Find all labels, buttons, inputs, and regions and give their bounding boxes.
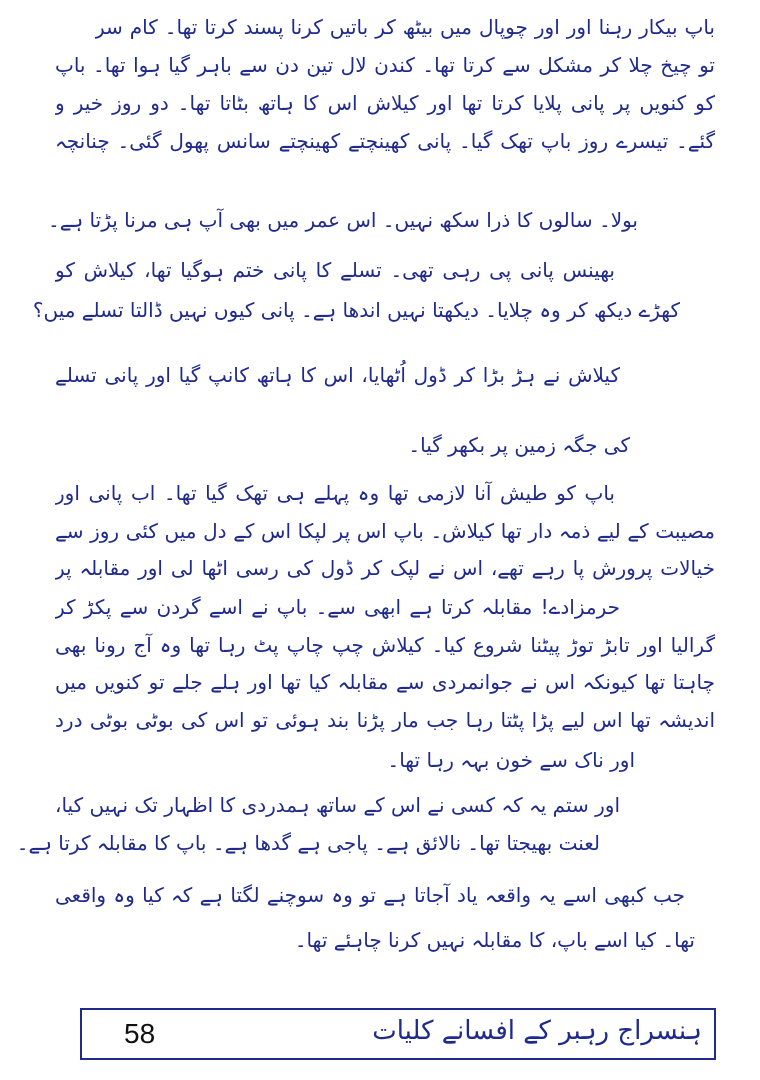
text-line: اندیشہ تھا اس لیے پڑا پٹتا رہا جب مار پڑنا بند ہوئی تو اس کی بوٹی بوٹی درد [55,708,715,732]
text-line: کی جگہ زمین پر بکھر گیا۔ [408,433,630,457]
book-title: ہنسراج رہبر کے افسانے کلیات [372,1016,702,1046]
text-line: گئے۔ تیسرے روز باپ تھک گیا۔ پانی کھینچتے کھینچتے سانس پھول گئی۔ چنانچہ [55,129,715,153]
text-line: باپ بیکار رہنا اور اور چوپال میں بیٹھ کر باتیں کرنا پسند کرتا تھا۔ کام سر [95,15,715,39]
text-line: لعنت بھیجتا تھا۔ نالائق ہے۔ پاجی ہے گدھا ہے۔ باپ کا مقابلہ کرتا ہے۔ [16,831,600,855]
text-line: اور ناک سے خون بہہ رہا تھا۔ [387,748,635,772]
page-footer [80,1008,716,1060]
text-line: گرالیا اور تابڑ توڑ پیٹنا شروع کیا۔ کیلاش چپ چاپ پٹ رہا تھا وہ آج رونا بھی [55,633,715,657]
text-line: حرمزادے! مقابلہ کرتا ہے ابھی سے۔ باپ نے اسے گردن سے پکڑ کر [55,595,620,619]
text-line: تھا۔ کیا اسے باپ، کا مقابلہ نہیں کرنا چاہئے تھا۔ [294,928,695,952]
text-line: چاہتا تھا کیونکہ اس نے جوانمردی سے مقابلہ کیا تھا اور ہلے جلے تو کنویں میں [55,670,715,694]
page-number: 58 [124,1018,156,1049]
text-line: خیالات پرورش پا رہے تھے، اس نے لپک کر ڈول کی رسی اٹھا لی اور مقابلہ پر [55,556,715,580]
text-line: مصیبت کے لیے ذمہ دار تھا کیلاش۔ باپ اس پر لپکا اس کے دل میں کئی روز سے [55,519,715,543]
text-line: بھینس پانی پی رہی تھی۔ تسلے کا پانی ختم ہوگیا تھا، کیلاش کو [55,258,615,282]
text-line: تو چیخ چلا کر مشکل سے کرتا تھا۔ کندن لال تین دن سے باہر گیا ہوا تھا۔ باپ [55,53,715,77]
text-line: کیلاش نے ہڑ بڑا کر ڈول اُٹھایا، اس کا ہاتھ کانپ گیا اور پانی تسلے [55,363,620,387]
text-line: باپ کو طیش آنا لازمی تھا وہ پہلے ہی تھک گیا تھا۔ اب پانی اور [55,481,615,505]
text-line: جب کبھی اسے یہ واقعہ یاد آجاتا ہے تو وہ سوچنے لگتا ہے کہ کیا وہ واقعی [55,883,685,907]
text-line: کو کنویں پر پانی پلایا کرتا تھا اور کیلاش اس کا ہاتھ بٹاتا تھا۔ دو روز خیر و [55,91,715,115]
text-line: اور ستم یہ کہ کسی نے اس کے ساتھ ہمدردی کا اظہار تک نہیں کیا، [55,793,620,817]
text-line: کھڑے دیکھ کر وہ چلایا۔ دیکھتا نہیں اندھا ہے۔ پانی کیوں نہیں ڈالتا تسلے میں؟ [32,298,680,322]
text-line: بولا۔ سالوں کا ذرا سکھ نہیں۔ اس عمر میں بھی آپ ہی مرنا پڑتا ہے۔ [48,208,638,232]
